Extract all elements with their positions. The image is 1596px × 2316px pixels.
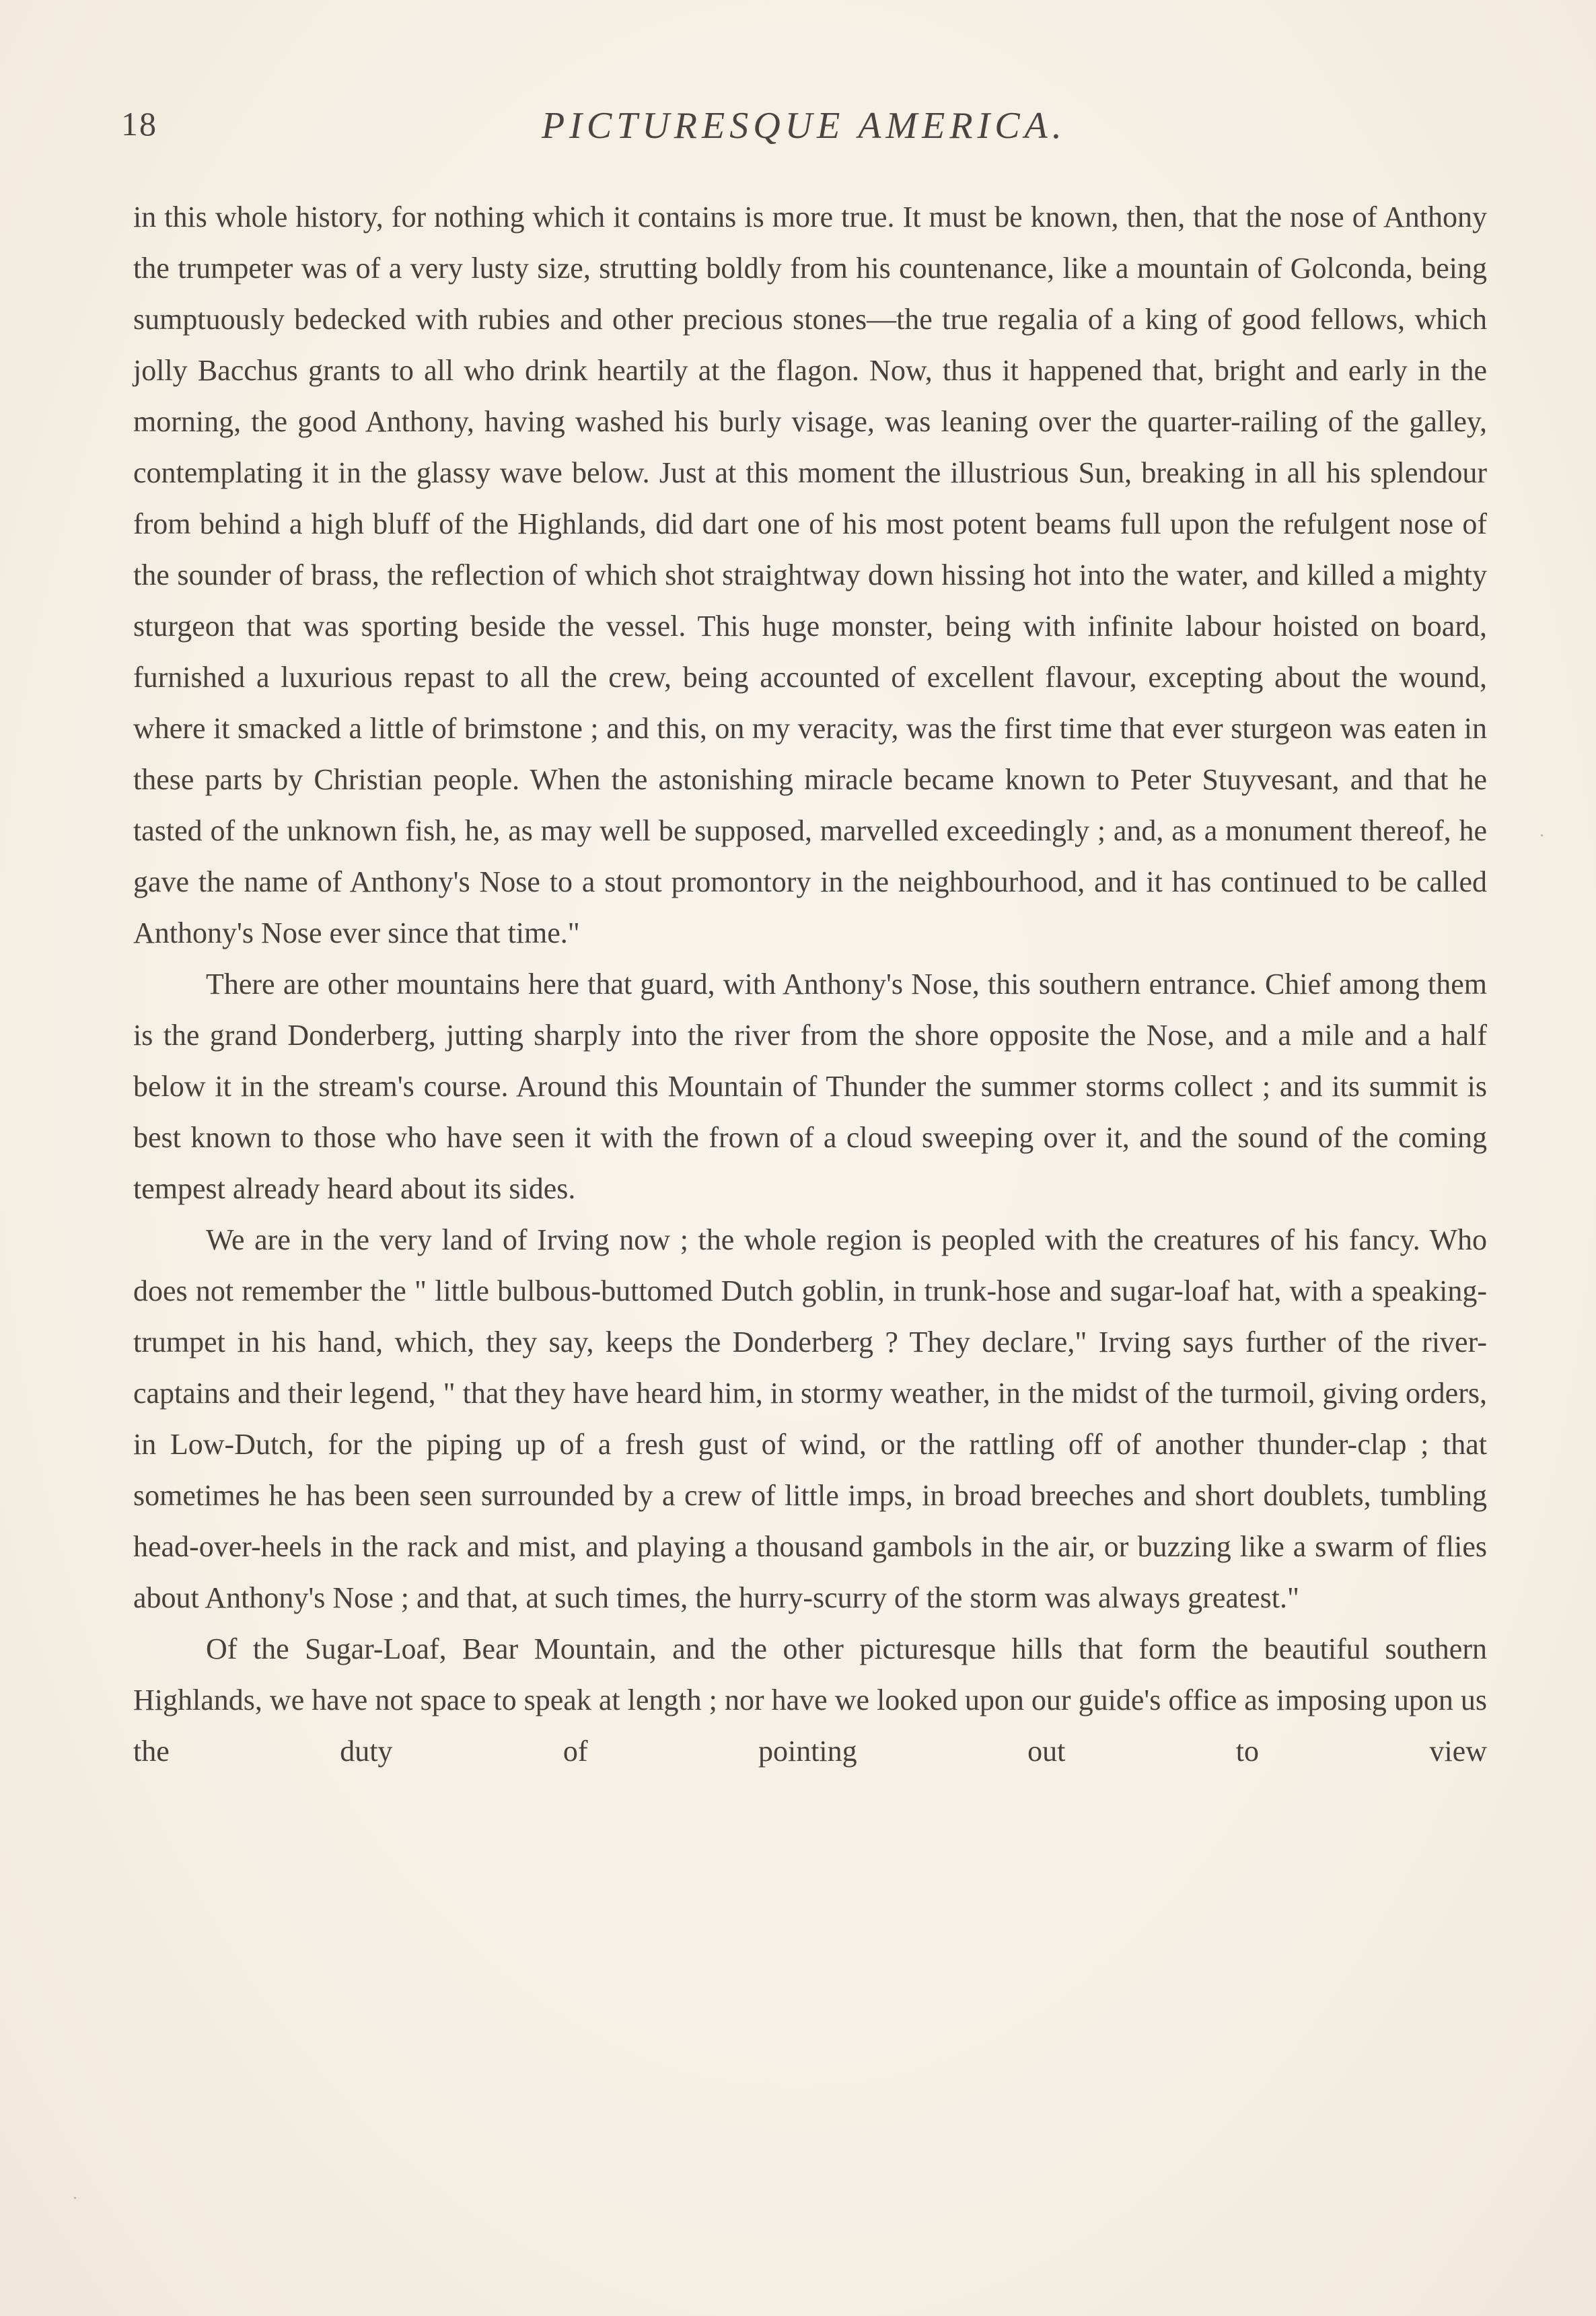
paper-speck <box>1541 834 1543 836</box>
paper-speck <box>74 2197 76 2199</box>
page-number: 18 <box>121 105 157 143</box>
page-header <box>0 104 1596 165</box>
paragraph-irving: We are in the very land of Irving now ; the whole region is peopled with the creatures of his fancy. Who does not remember the " little bulbous-buttomed Dutch goblin, in trunk-hose and sugar-loaf hat, with a speaking-trumpet in his hand, which, they say, keeps the Donderberg ? They declare," Irving says further of the river-captains and their legend, " that they have heard him, in stormy weather, in the midst of the turmoil, giving orders, in Low-Dutch, for the piping up of a fresh gust of wind, or the rattling off of another thunder-clap ; that sometimes he has been seen surrounded by a crew of little imps, in broad breeches and short doublets, tumbling head-over-heels in the rack and mist, and playing a thousand gambols in the air, or buzzing like a swarm of flies about Anthony's Nose ; and that, at such times, the hurry-scurry of the storm was always greatest." <box>133 1223 1487 1614</box>
paragraph-continued: in this whole history, for nothing which it contains is more true. It must be known, then, that the nose of Anthony the trumpeter was of a very lusty size, strutting boldly from his countenance, like a mountain of Golconda, being sumptuously bedecked with rubies and other precious stones—the true regalia of a king of good fellows, which jolly Bacchus grants to all who drink heartily at the flagon. Now, thus it happened that, bright and early in the morning, the good Anthony, having washed his burly visage, was leaning over the quarter-railing of the galley, contemplating it in the glassy wave below. Just at this moment the illustrious Sun, breaking in all his splendour from behind a high bluff of the Highlands, did dart one of his most potent beams full upon the refulgent nose of the sounder of brass, the reflection of which shot straightway down hissing hot into the water, and killed a mighty sturgeon that was sporting beside the vessel. This huge monster, being with infinite labour hoisted on board, furnished a luxurious repast to all the crew, being accounted of excellent flavour, excepting about the wound, where it smacked a little of brimstone ; and this, on my veracity, was the first time that ever sturgeon was eaten in these parts by Christian people. When the astonishing miracle became known to Peter Stuyvesant, and that he tasted of the unknown fish, he, as may well be supposed, marvelled exceedingly ; and, as a monument thereof, he gave the name of Anthony's Nose to a stout promontory in the neighbourhood, and it has continued to be called Anthony's Nose ever since that time." <box>133 201 1487 949</box>
running-title: PICTURESQUE AMERICA. <box>542 105 1066 147</box>
body-text <box>133 192 1487 1777</box>
paragraph-mountains: There are other mountains here that guard, with Anthony's Nose, this southern entrance. Chief among them is the grand Donderberg, jutting sharply into the river from the shore opposite the Nose, and a mile and a half below it in the stream's course. Around this Mountain of Thunder the summer storms collect ; and its summit is best known to those who have seen it with the frown of a cloud sweeping over it, and the sound of the coming tempest already heard about its sides. <box>133 968 1487 1205</box>
paragraph-sugar-loaf: Of the Sugar-Loaf, Bear Mountain, and the other picturesque hills that form the beautiful southern Highlands, we have not space to speak at length ; nor have we looked upon our guide's office as imposing upon us the duty of pointing out to view <box>133 1632 1487 1768</box>
